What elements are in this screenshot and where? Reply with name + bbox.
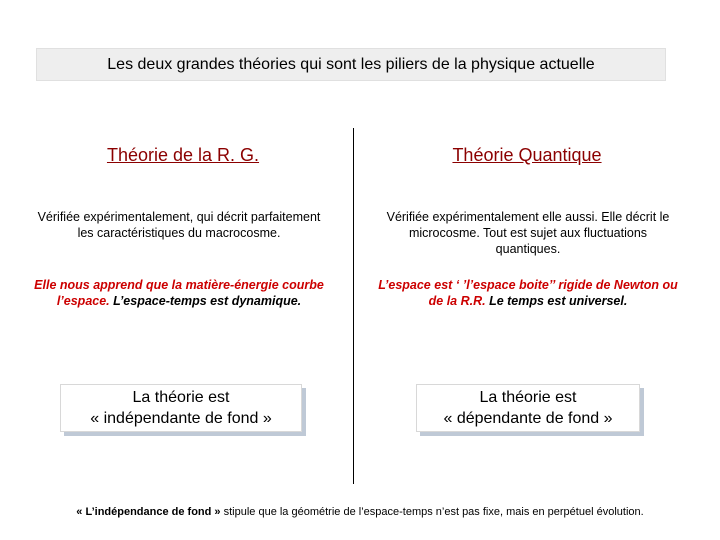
right-fond-box bbox=[416, 384, 640, 432]
left-emphasis bbox=[24, 277, 334, 309]
right-emphasis-red: L’espace est ‘ ’l’espace boite’’ rigide de Newton ou de la R.R. bbox=[378, 278, 678, 308]
column-divider bbox=[353, 128, 354, 484]
right-emphasis-black: Le temps est universel. bbox=[485, 294, 628, 308]
left-emphasis-black: L’espace-temps est dynamique. bbox=[109, 294, 302, 308]
left-description: Vérifiée expérimentalement, qui décrit parfaitement les caractéristiques du macrocosme. bbox=[37, 210, 321, 240]
footnote bbox=[0, 506, 720, 518]
left-fond-box bbox=[60, 384, 302, 432]
footnote-term: « L’indépendance de fond » bbox=[76, 506, 221, 518]
left-heading: Théorie de la R. G. bbox=[106, 145, 260, 165]
slide-title-text: Les deux grandes théories qui sont les piliers de la physique actuelle bbox=[107, 55, 595, 73]
left-box-line1: La théorie est bbox=[132, 389, 230, 406]
left-box-line2: « indépendante de fond » bbox=[90, 410, 272, 427]
slide-title bbox=[36, 48, 666, 81]
right-box-line2: « dépendante de fond » bbox=[443, 410, 613, 427]
right-emphasis bbox=[373, 277, 683, 309]
footnote-text: stipule que la géométrie de l’espace-temps n’est pas fixe, mais en perpétuel évolution. bbox=[220, 506, 644, 518]
right-heading: Théorie Quantique bbox=[452, 145, 602, 165]
left-emphasis-red: Elle nous apprend que la matière-énergie courbe l’espace. bbox=[34, 278, 324, 308]
right-description: Vérifiée expérimentalement elle aussi. Elle décrit le microcosme. Tout est sujet aux fluctuations quantiques. bbox=[386, 210, 670, 256]
right-box-line1: La théorie est bbox=[479, 389, 577, 406]
